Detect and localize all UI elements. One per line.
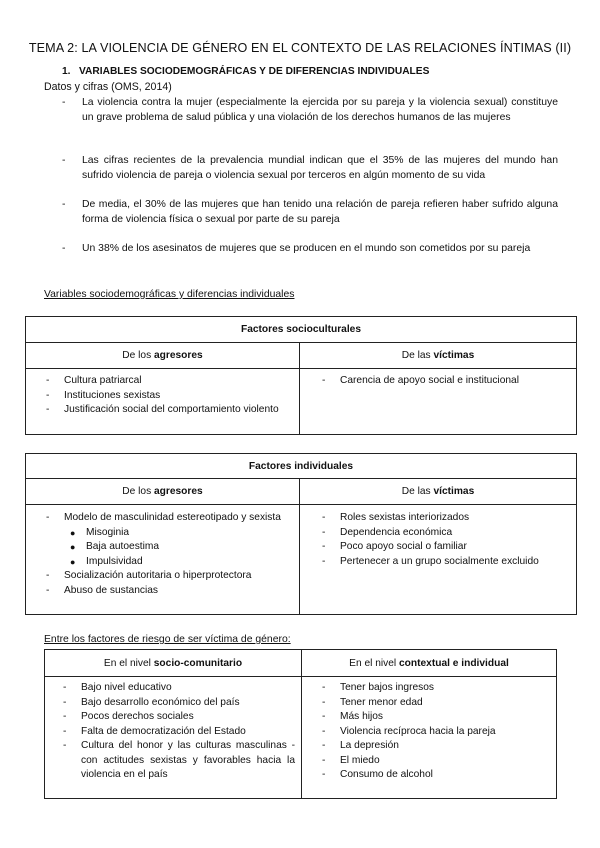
section-title: VARIABLES SOCIODEMOGRÁFICAS Y DE DIFERENCIAS INDIVIDUALES: [79, 66, 430, 77]
list-item: - Cultura patriarcal: [46, 375, 142, 386]
contextual-cell: [302, 677, 557, 799]
list-item: - Bajo nivel educativo: [63, 682, 172, 693]
column-header-aggressors: De los agresores: [26, 479, 300, 505]
aggressors-cell: [26, 369, 300, 435]
list-item: - Instituciones sexistas: [46, 389, 161, 401]
socio-community-cell: [45, 677, 302, 799]
list-item: - Bajo desarrollo económico del país: [63, 696, 240, 708]
table-title: Factores socioculturales: [26, 317, 577, 343]
list-item: - Tener bajos ingresos: [322, 682, 435, 693]
column-header-victims: De las víctimas: [300, 343, 577, 369]
column-header-socio-community: En el nivel socio-comunitario: [45, 650, 302, 677]
list-item: - Poco apoyo social o familiar: [322, 541, 467, 552]
list-item: - Abuso de sustancias: [46, 584, 159, 596]
list-item: - Carencia de apoyo social e institucional: [322, 375, 519, 386]
bullet-item: - Las cifras recientes de la prevalencia mundial indican que el 35% de las mujeres del mundo han sufrido violencia de pareja o violencia sexual por terceros en algún momento de su vida: [62, 155, 558, 181]
subtitle: Datos y cifras (OMS, 2014): [44, 81, 172, 93]
list-item: - Dependencia económica: [322, 526, 453, 538]
list-item: - Pertenecer a un grupo socialmente excluido: [322, 555, 539, 567]
victims-cell: [300, 505, 577, 615]
sub-list-item: ● Misoginia: [70, 526, 130, 538]
list-item: - Falta de democratización del Estado: [63, 725, 246, 737]
list-item: - Pocos derechos sociales: [63, 711, 194, 722]
list-item: - Violencia recíproca hacia la pareja: [322, 725, 496, 737]
bullet-item: - De media, el 30% de las mujeres que han tenido una relación de pareja refieren haber sufrido alguna forma de violencia física o sexual por parte de su pareja: [62, 199, 558, 225]
list-item: - Socialización autoritaria o hiperprotectora: [46, 570, 252, 581]
list-item: - La depresión: [322, 740, 399, 751]
aggressors-cell: [26, 505, 300, 615]
list-item: - Tener menor edad: [322, 696, 423, 708]
column-header-contextual: En el nivel contextual e individual: [302, 650, 557, 677]
column-header-aggressors: De los agresores: [26, 343, 300, 369]
list-item: - El miedo: [322, 754, 380, 766]
section-heading: [62, 66, 429, 77]
sociocultural-factors-table: [25, 316, 577, 435]
risk-factors-heading: Entre los factores de riesgo de ser víctima de género:: [44, 634, 291, 645]
list-item: - Roles sexistas interiorizados: [322, 512, 470, 523]
risk-factors-table: [44, 649, 557, 799]
sub-list-item: ● Impulsividad: [70, 555, 143, 567]
list-item: - Justificación social del comportamiento violento: [46, 404, 279, 415]
bullet-item: - La violencia contra la mujer (especialmente la ejercida por su pareja y la violencia sexual) constituye un grave problema de salud pública y una violación de los derechos humanos de las mujeres: [62, 97, 558, 123]
table-title: Factores individuales: [26, 454, 577, 479]
individual-factors-table: [25, 453, 577, 615]
list-item: - Cultura del honor y las culturas masculinas - con actitudes sexistas y favorables hacia la violencia en el país: [63, 740, 295, 780]
list-item: - Consumo de alcohol: [322, 769, 433, 780]
variables-heading: Variables sociodemográficas y diferencias individuales: [44, 289, 295, 300]
victims-cell: [300, 369, 577, 435]
bullet-item: - Un 38% de los asesinatos de mujeres que se producen en el mundo son cometidos por su pareja: [62, 243, 531, 254]
sub-list-item: ● Baja autoestima: [70, 541, 160, 552]
section-number: 1.: [62, 66, 71, 77]
list-item: - Más hijos: [322, 711, 384, 722]
column-header-victims: De las víctimas: [300, 479, 577, 505]
list-item: - Modelo de masculinidad estereotipado y sexista: [46, 512, 281, 523]
page-title: TEMA 2: LA VIOLENCIA DE GÉNERO EN EL CONTEXTO DE LAS RELACIONES ÍNTIMAS (II): [28, 41, 572, 55]
